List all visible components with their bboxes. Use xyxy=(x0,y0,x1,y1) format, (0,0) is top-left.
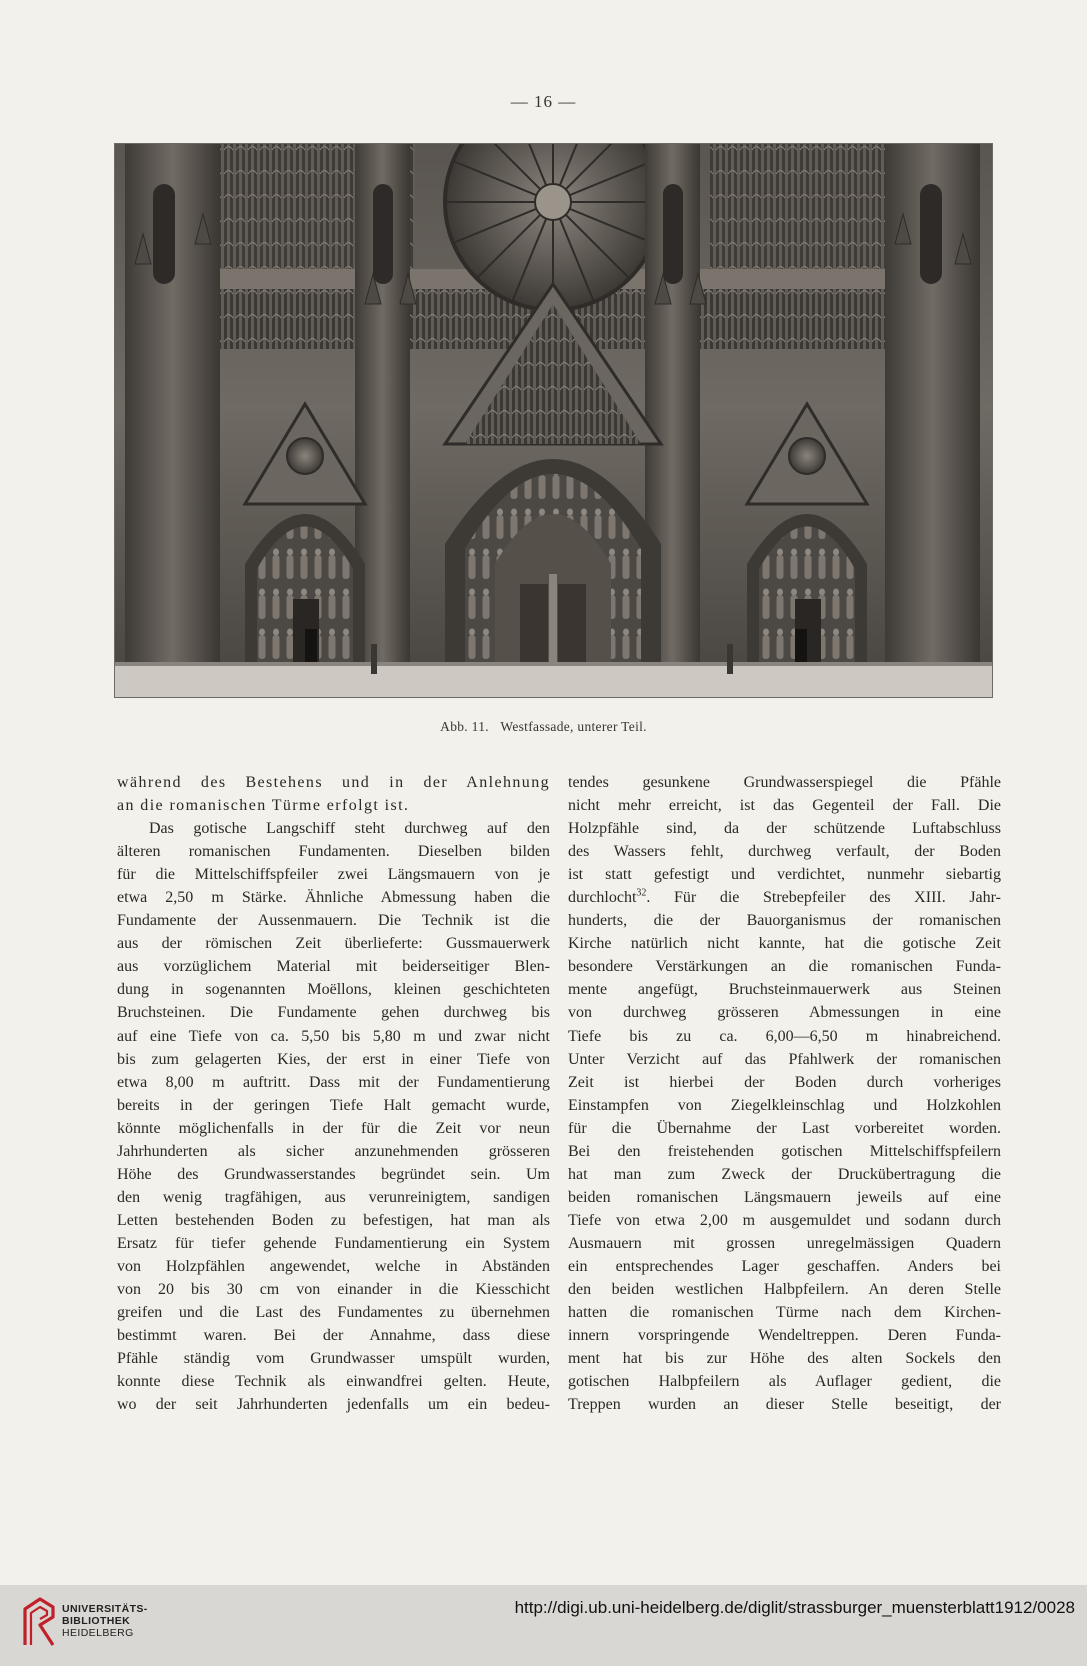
library-name-line: BIBLIOTHEK xyxy=(62,1615,131,1627)
facade-photograph xyxy=(114,143,993,698)
text-line: von durchweg grösseren Abmessungen in eine xyxy=(568,1004,1001,1022)
library-name-line: HEIDELBERG xyxy=(62,1627,134,1639)
text-line: bereits in der geringen Tiefe Halt gemacht wurde, xyxy=(117,1096,550,1114)
text-line: aus vorzüglichem Material mit beiderseitiger Blen- xyxy=(117,958,550,976)
text-line: hunderts, die der Bauorganismus der romanischen xyxy=(568,912,1001,930)
figure-label: Abb. 11. xyxy=(440,719,489,734)
text-line: Treppen wurden an dieser Stelle beseitigt, der xyxy=(568,1396,1001,1414)
library-name xyxy=(62,1603,148,1639)
text-line: Kirche natürlich nicht kannte, hat die gotische Zeit xyxy=(568,935,1001,953)
text-line: von Holzpfählen angewendet, welche in Abständen xyxy=(117,1257,550,1275)
text-line: Ausmauern mit grossen unregelmässigen Quadern xyxy=(568,1234,1001,1252)
text-line: dung in sogenannten Moëllons, kleinen geschichteten xyxy=(117,981,550,999)
text-fragment: . Für die Strebepfeiler des XIII. Jahr- xyxy=(646,889,1001,907)
text-line: hat man zum Zweck der Druckübertragung die xyxy=(568,1165,1001,1183)
text-line: innern vorspringende Wendeltreppen. Deren Funda- xyxy=(568,1327,1001,1345)
text-line: greifen und die Last des Fundamentes zu übernehmen xyxy=(117,1304,550,1322)
text-line: ein entsprechendes Lager geschaffen. Anders bei xyxy=(568,1257,1001,1275)
text-line: Bruchsteinen. Die Fundamente gehen durchweg bis xyxy=(117,1004,550,1022)
text-line: Unter Verzicht auf das Pfahlwerk der romanischen xyxy=(568,1050,1001,1068)
text-line: Holzpfähle sind, da der schützende Luftabschluss xyxy=(568,820,1001,838)
text-line: wo der seit Jahrhunderten jedenfalls um ein bedeu- xyxy=(117,1396,550,1414)
figure-title: Westfassade, unterer Teil. xyxy=(500,719,647,734)
text-line: älteren romanischen Fundamenten. Dieselben bilden xyxy=(117,843,550,861)
text-line: etwa 2,50 m Stärke. Ähnliche Abmessung haben die xyxy=(117,889,550,907)
text-line: bestimmt waren. Bei der Annahme, dass diese xyxy=(117,1327,550,1345)
text-line: Tiefe bis zu ca. 6,00—6,50 m hinabreichend. xyxy=(568,1027,1001,1045)
text-line: für die Übernahme der Last vorbereitet worden. xyxy=(568,1119,1001,1137)
text-line: an die romanischen Türme erfolgt ist. xyxy=(117,797,410,815)
text-column-left xyxy=(117,771,550,1416)
page-number: — 16 — xyxy=(510,92,577,111)
text-line: besondere Verstärkungen an die romanischen Funda- xyxy=(568,958,1001,976)
text-line: ment hat bis zur Höhe des alten Sockels den xyxy=(568,1350,1001,1368)
text-line: des Wassers fehlt, durchweg verfault, der Boden xyxy=(568,843,1001,861)
text-line: bis zum gelagerten Kies, der erst in einer Tiefe von xyxy=(117,1050,550,1068)
text-column-right xyxy=(568,771,1001,1416)
text-line: könnte möglichenfalls in der für die Zeit vor neun xyxy=(117,1119,550,1137)
text-line: den wenig tragfähigen, aus verunreinigtem, sandigen xyxy=(117,1188,550,1206)
text-line: Bei den freistehenden gotischen Mittelschiffspfeilern xyxy=(568,1142,1001,1160)
text-line: etwa 8,00 m auftritt. Dass mit der Fundamentierung xyxy=(117,1073,550,1091)
text-line: Höhe des Grundwasserstandes begründet sein. Um xyxy=(117,1165,550,1183)
text-line: für die Mittelschiffspfeiler zwei Längsmauern von je xyxy=(117,866,550,884)
text-line: tendes gesunkene Grundwasserspiegel die Pfähle xyxy=(568,774,1001,791)
text-line: den beiden westlichen Halbpfeilern. An deren Stelle xyxy=(568,1281,1001,1299)
text-line: ist statt gefestigt und verdichtet, nunmehr siebartig xyxy=(568,866,1001,884)
text-line: auf eine Tiefe von ca. 5,50 bis 5,80 m und zwar nicht xyxy=(117,1027,550,1045)
text-line: Fundamente der Aussenmauern. Die Technik ist die xyxy=(117,912,550,930)
text-line: Letten bestehenden Boden zu befestigen, hat man als xyxy=(117,1211,550,1229)
text-line: Ersatz für tiefer gehende Fundamentierung ein System xyxy=(117,1234,550,1252)
text-line: Einstampfen von Ziegelkleinschlag und Holzkohlen xyxy=(568,1096,1001,1114)
text-fragment: durchlocht xyxy=(568,889,637,907)
library-logo-icon xyxy=(22,1595,56,1649)
digitization-footer xyxy=(0,1585,1087,1666)
text-line: konnte diese Technik als einwandfrei gelten. Heute, xyxy=(117,1373,550,1391)
text-line: Jahrhunderten als sicher anzunehmenden grösseren xyxy=(117,1142,550,1160)
text-line: nicht mehr erreicht, ist das Gegenteil der Fall. Die xyxy=(568,797,1001,815)
text-line: Tiefe von etwa 2,00 m ausgemuldet und sodann durch xyxy=(568,1211,1001,1229)
text-line: Pfähle ständig vom Grundwasser umspült wurden, xyxy=(117,1350,550,1368)
text-line: Zeit ist hierbei der Boden durch vorheriges xyxy=(568,1073,1001,1091)
text-line-with-footnote xyxy=(568,886,1001,909)
library-name-line: UNIVERSITÄTS- xyxy=(62,1603,148,1615)
text-line: gotischen Halbpfeilern als Auflager gedient, die xyxy=(568,1373,1001,1391)
text-line: während des Bestehens und in der Anlehnung xyxy=(117,774,550,791)
text-line: beiden romanischen Längsmauern jeweils auf eine xyxy=(568,1188,1001,1206)
text-line: mente angefügt, Bruchsteinmauerwerk aus Steinen xyxy=(568,981,1001,999)
text-line: hatten die romanischen Türme nach dem Kirchen- xyxy=(568,1304,1001,1322)
text-line: Das gotische Langschiff steht durchweg auf den xyxy=(149,820,550,838)
text-line: aus der römischen Zeit überlieferte: Gussmauerwerk xyxy=(117,935,550,953)
figure-caption xyxy=(0,719,1087,735)
source-url-link[interactable]: http://digi.ub.uni-heidelberg.de/diglit/strassburger_muensterblatt1912/0028 xyxy=(514,1598,1075,1617)
text-line: von 20 bis 30 cm von einander in die Kiesschicht xyxy=(117,1281,550,1299)
footnote-reference[interactable]: 32 xyxy=(636,887,647,899)
